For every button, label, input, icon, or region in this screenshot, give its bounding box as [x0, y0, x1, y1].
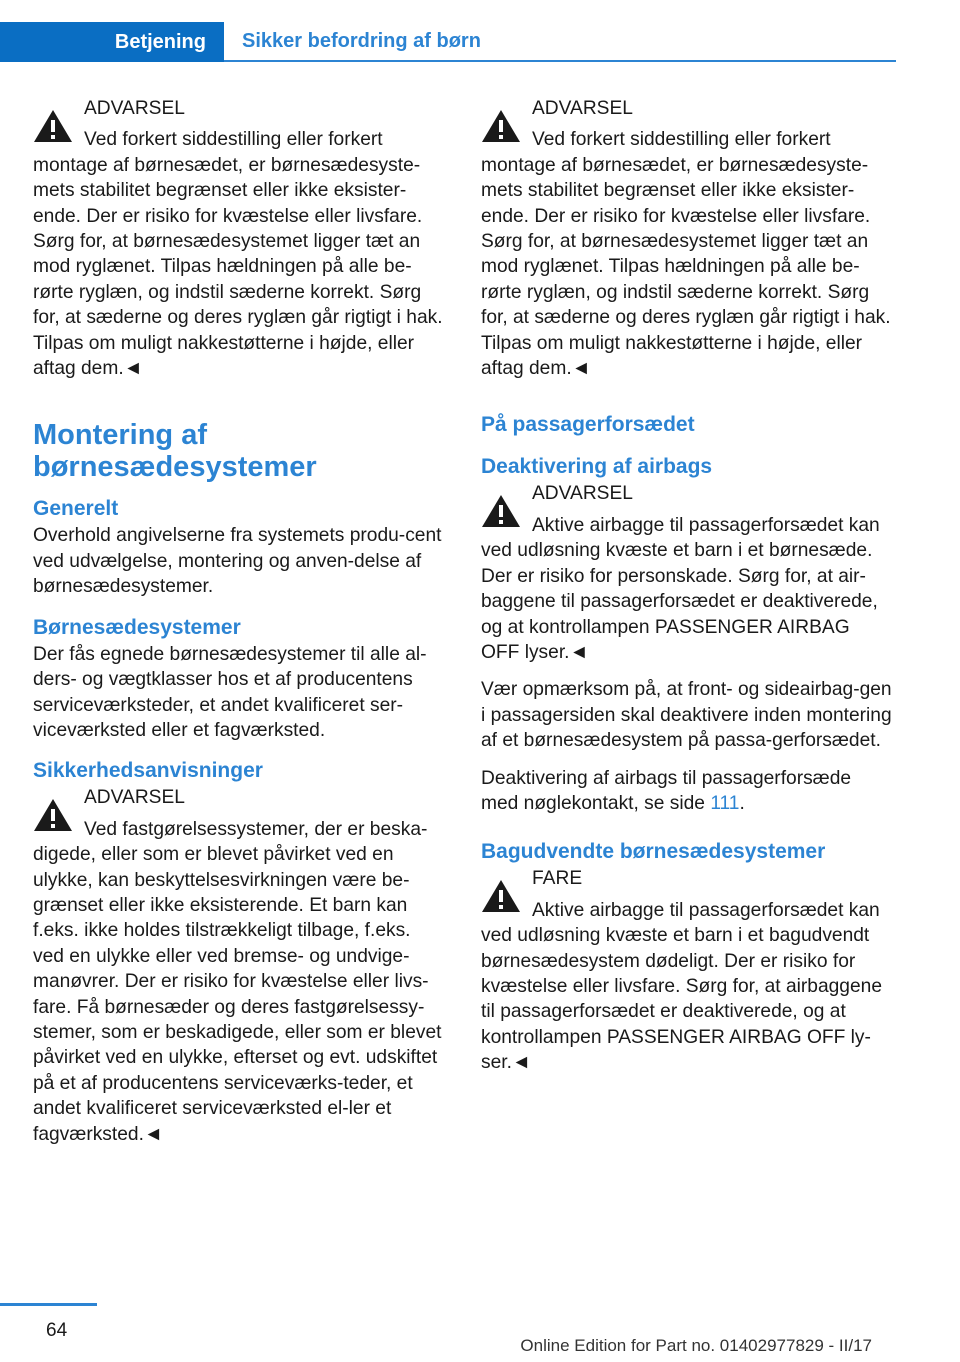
warning-label: ADVARSEL [532, 98, 633, 119]
section-tab-label: Betjening [114, 30, 206, 53]
airbag-notice-text: Vær opmærksom på, at front- og sideairbag-gen i passagersiden skal deaktivere inden montering af et børnesædesystem på passa-gerforsædet. [481, 679, 892, 752]
chapter-title[interactable]: Sikker befordring af børn [242, 30, 481, 52]
warning-first-line: Ved forkert siddestilling eller forkert [84, 129, 383, 151]
warning-text: montage af børnesædet, er børnesædesyste-mets stabilitet begrænset eller ikke eksister-ende. Der er risiko for kvæstelse eller livsfare. Sørg for, at børnesædesystemet ligger tæt an mod ryglænet. Tilpas hældningen på alle be-rørte ryglæn, og indstil sæderne korrekt. Sørg for, at sæderne og deres ryglæn går rigtigt i hak. Tilpas om muligt nakkestøtterne i højde, eller aftag dem.◄ [481, 154, 891, 380]
right-column [481, 96, 893, 1076]
warning-label: ADVARSEL [84, 787, 185, 809]
warning-first-line: Ved fastgørelsessystemer, der er beska- [84, 818, 428, 840]
section-tab[interactable] [0, 22, 224, 62]
heading-bagudvendte: Bagudvendte børnesædesystemer [481, 840, 826, 864]
danger-first-line: Aktive airbagge til passagerforsædet kan [532, 899, 880, 921]
reference-suffix: . [739, 792, 745, 814]
heading-deaktivering: Deaktivering af airbags [481, 455, 713, 479]
generelt-text: Overhold angivelserne fra systemets produ-cent ved udvælgelse, montering og anven-delse af børnesædesystemer. [33, 525, 442, 598]
warning-triangle-icon [33, 108, 73, 144]
warning-triangle-icon [33, 797, 73, 833]
warning-block [481, 96, 893, 381]
header-rule [224, 60, 896, 62]
warning-label: ADVARSEL [532, 483, 633, 505]
main-heading: Montering af børnesædesystemer [33, 419, 317, 484]
heading-generelt: Generelt [33, 497, 119, 521]
page-header [0, 0, 896, 62]
heading-sikkerhed: Sikkerhedsanvisninger [33, 759, 263, 783]
warning-triangle-icon [481, 493, 521, 529]
heading-bornesaedesystemer: Børnesædesystemer [33, 615, 241, 639]
danger-label: FARE [532, 868, 583, 890]
warning-first-line: Aktive airbagge til passagerforsædet kan [532, 514, 880, 536]
warning-triangle-icon [481, 108, 521, 144]
page-link[interactable]: 111 [710, 792, 740, 814]
bornesaede-text: Der fås egnede børnesædesystemer til alle al-ders- og vægtklasser hos et af producentens serviceværksteder, et andet kvalificeret ser-viceværksted eller et fagværksted. [33, 643, 427, 741]
warning-text: ved udløsning kvæste et barn i et børnesæde. Der er risiko for personskade. Sørg for, at air-baggene til passagerforsædet er deaktiverede, og at kontrollampen PASSENGER AIRBAG OFF lyser.◄ [481, 540, 878, 663]
warning-text: montage af børnesædet, er børnesædesyste-mets stabilitet begrænset eller ikke eksister-ende. Der er risiko for kvæstelse eller livsfare. Sørg for, at børnesædesystemet ligger tæt an mod ryglænet. Tilpas hældningen på alle be-rørte ryglæn, og indstil sæderne korrekt. Sørg for, at sæderne og deres ryglæn går rigtigt i hak. Tilpas om muligt nakkestøtterne i højde, eller aftag dem.◄ [33, 154, 443, 380]
heading-passagerforsaedet: På passagerforsædet [481, 413, 695, 437]
danger-block [481, 866, 893, 1075]
warning-triangle-icon [481, 878, 521, 914]
danger-text: ved udløsning kvæste et barn i et bagudvendt børnesædesystem dødeligt. Der er risiko for kvæstelse eller livsfare. Sørg for, at airbaggene til passagerforsædet er deaktiverede, og at kontrollampen PASSENGER AIRBAG OFF ly-ser.◄ [481, 925, 882, 1074]
warning-label: ADVARSEL [84, 98, 185, 119]
edition-text: Online Edition for Part no. 01402977829 - II/17 [520, 1336, 872, 1355]
warning-first-line: Ved forkert siddestilling eller forkert [532, 129, 831, 151]
airbag-reference-text [481, 766, 893, 817]
page-number: 64 [46, 1320, 68, 1341]
warning-block [33, 785, 445, 1147]
reference-prefix: Deaktivering af airbags til passagerforsæde med nøglekontakt, se side [481, 767, 852, 814]
footer-rule [0, 1303, 97, 1306]
left-column [33, 96, 445, 1147]
warning-block [481, 481, 893, 665]
warning-block [33, 96, 445, 381]
warning-text: digede, eller som er blevet påvirket ved en ulykke, kan beskyttelsesvirkningen være be-grænset eller ikke eksisterende. Et barn kan f.eks. ikke holdes tilstrækkeligt tilbage, f.eks. ved en ulykke eller ved bremse- og undvige-manøvrer. Der er risiko for kvæstelse eller livs-fare. Få børnesæder og deres fastgørelsessy-stemer, som er beskadigede, eller som er blevet påvirket ved en ulykke, efterset og evt. udskiftet på et af producentens serviceværks-teder, et andet kvalificeret serviceværksted el-ler et fagværksted.◄ [33, 844, 442, 1145]
